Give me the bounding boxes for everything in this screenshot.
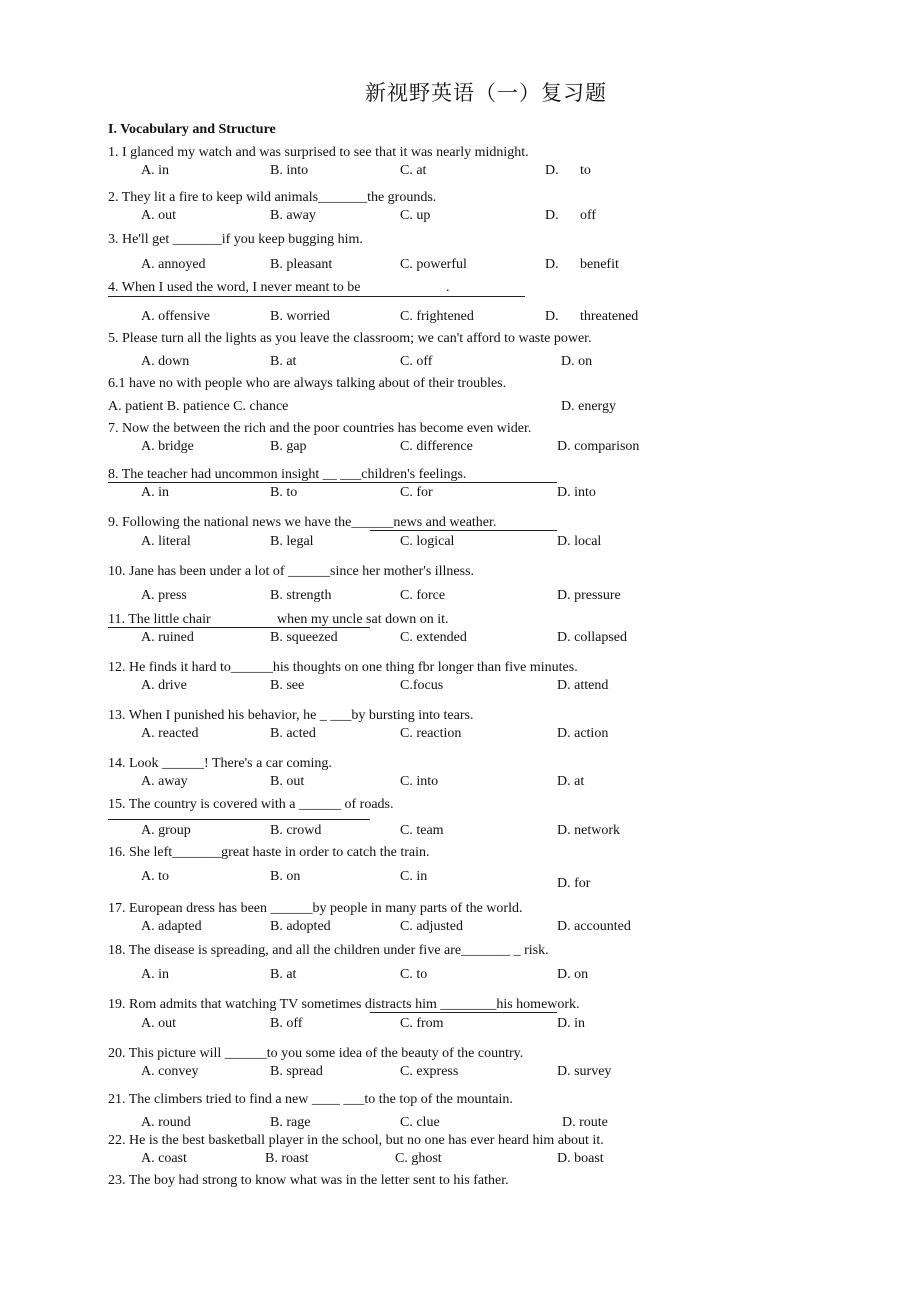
option-a: A. coast <box>141 1151 187 1166</box>
option-a: A. out <box>141 208 176 223</box>
option-b: B. squeezed <box>270 630 338 645</box>
option-a: A. offensive <box>141 309 210 324</box>
question-14: 14. Look ______! There's a car coming. <box>108 756 332 771</box>
option-d: D. collapsed <box>557 630 627 645</box>
option-c: C. express <box>400 1064 459 1079</box>
option-a: A. in <box>141 485 169 500</box>
option-c: C.focus <box>400 678 444 693</box>
option-a: A. ruined <box>141 630 194 645</box>
option-d: D. on <box>557 967 589 982</box>
option-c: C. up <box>400 208 431 223</box>
option-c: C. extended <box>400 630 467 645</box>
option-b: B. gap <box>270 439 307 454</box>
question-5: 5. Please turn all the lights as you leave the classroom; we can't afford to waste power. <box>108 331 592 346</box>
option-d: D. local <box>557 534 602 549</box>
question-13: 13. When I punished his behavior, he _ ___by bursting into tears. <box>108 708 474 723</box>
question-15: 15. The country is covered with a ______ of roads. <box>108 797 394 812</box>
option-b: B. adopted <box>270 919 331 934</box>
option-d-text: benefit <box>580 257 619 272</box>
underline <box>108 296 525 297</box>
option-d: D. accounted <box>557 919 631 934</box>
section-heading: I. Vocabulary and Structure <box>108 122 276 137</box>
option-c: C. frightened <box>400 309 474 324</box>
underline <box>370 1012 557 1013</box>
option-a: A. convey <box>141 1064 199 1079</box>
option-a: A. in <box>141 967 169 982</box>
option-a: A. literal <box>141 534 191 549</box>
option-d: D. energy <box>561 399 616 414</box>
question-8: 8. The teacher had uncommon insight __ ___children's feelings. <box>108 467 467 482</box>
option-c: C. powerful <box>400 257 467 272</box>
option-a: A. bridge <box>141 439 194 454</box>
option-b: B. at <box>270 354 297 369</box>
question-11: 11. The little chair <box>108 612 211 627</box>
option-d: D. <box>545 257 559 272</box>
option-d: D. for <box>557 876 591 891</box>
option-b: B. roast <box>265 1151 309 1166</box>
page-title: 新视野英语（一）复习题 <box>365 81 607 105</box>
option-d: D. survey <box>557 1064 612 1079</box>
question-4: 4. When I used the word, I never meant to be <box>108 280 361 295</box>
option-c: C. from <box>400 1016 444 1031</box>
option-d: D. on <box>561 354 593 369</box>
option-c: C. logical <box>400 534 455 549</box>
question-23: 23. The boy had strong to know what was in the letter sent to his father. <box>108 1173 509 1188</box>
question-21: 21. The climbers tried to find a new ____ ___to the top of the mountain. <box>108 1092 513 1107</box>
option-c: C. adjusted <box>400 919 463 934</box>
question-22: 22. He is the best basketball player in the school, but no one has ever heard him about it. <box>108 1133 604 1148</box>
underline <box>370 530 557 531</box>
option-d: D. <box>545 309 559 324</box>
option-d: D. <box>545 208 559 223</box>
option-b: B. off <box>270 1016 303 1031</box>
question-1: 1. I glanced my watch and was surprised to see that it was nearly midnight. <box>108 145 529 160</box>
option-a: A. to <box>141 869 169 884</box>
question-7: 7. Now the between the rich and the poor countries has become even wider. <box>108 421 532 436</box>
option-b: B. away <box>270 208 316 223</box>
option-b: B. spread <box>270 1064 323 1079</box>
option-a: A. reacted <box>141 726 199 741</box>
option-a: A. down <box>141 354 190 369</box>
option-a: A. away <box>141 774 188 789</box>
question-6: 6.1 have no with people who are always talking about of their troubles. <box>108 376 507 391</box>
option-d-text: threatened <box>580 309 639 324</box>
question-10: 10. Jane has been under a lot of ______since her mother's illness. <box>108 564 475 579</box>
option-c: C. clue <box>400 1115 440 1130</box>
option-d-text: to <box>580 163 591 178</box>
option-b: B. on <box>270 869 301 884</box>
option-d: D. comparison <box>557 439 640 454</box>
option-d: D. in <box>557 1016 585 1031</box>
option-c: C. off <box>400 354 433 369</box>
option-d: D. route <box>562 1115 608 1130</box>
underline <box>108 482 557 483</box>
option-c: C. team <box>400 823 444 838</box>
option-d: D. attend <box>557 678 609 693</box>
question-18: 18. The disease is spreading, and all the children under five are_______ _ risk. <box>108 943 549 958</box>
option-b: B. legal <box>270 534 314 549</box>
option-a: A. round <box>141 1115 191 1130</box>
option-c: C. into <box>400 774 439 789</box>
question-17: 17. European dress has been ______by people in many parts of the world. <box>108 901 523 916</box>
option-d: D. into <box>557 485 596 500</box>
option-d: D. at <box>557 774 585 789</box>
option-d: D. boast <box>557 1151 604 1166</box>
option-d-text: off <box>580 208 597 223</box>
option-d: D. network <box>557 823 620 838</box>
option-b: B. strength <box>270 588 332 603</box>
option-d: D. <box>545 163 559 178</box>
option-c: C. force <box>400 588 446 603</box>
question-20: 20. This picture will ______to you some idea of the beauty of the country. <box>108 1046 524 1061</box>
option-c: C. difference <box>400 439 473 454</box>
question-3: 3. He'll get _______if you keep bugging him. <box>108 232 363 247</box>
option-c: C. ghost <box>395 1151 442 1166</box>
question-19: 19. Rom admits that watching TV sometimes distracts him ________his homework. <box>108 997 580 1012</box>
question-9: 9. Following the national news we have the______news and weather. <box>108 515 497 530</box>
option-c: C. reaction <box>400 726 462 741</box>
option-b: B. to <box>270 485 298 500</box>
option-a: A. drive <box>141 678 187 693</box>
option-b: B. at <box>270 967 297 982</box>
option-a: A. press <box>141 588 187 603</box>
option-b: B. pleasant <box>270 257 333 272</box>
option-b: B. into <box>270 163 309 178</box>
underline <box>108 819 370 820</box>
question-4-end: . <box>446 280 450 295</box>
option-d: D. action <box>557 726 609 741</box>
option-c: C. for <box>400 485 433 500</box>
option-b: B. acted <box>270 726 316 741</box>
question-2: 2. They lit a fire to keep wild animals_______the grounds. <box>108 190 437 205</box>
option-b: B. crowd <box>270 823 322 838</box>
option-a: A. in <box>141 163 169 178</box>
question-16: 16. She left_______great haste in order to catch the train. <box>108 845 430 860</box>
option-b: B. out <box>270 774 305 789</box>
option-a: A. annoyed <box>141 257 206 272</box>
options-abc: A. patient B. patience C. chance <box>108 399 289 414</box>
option-c: C. to <box>400 967 428 982</box>
option-c: C. at <box>400 163 427 178</box>
option-d: D. pressure <box>557 588 621 603</box>
option-b: B. rage <box>270 1115 311 1130</box>
option-a: A. out <box>141 1016 176 1031</box>
option-b: B. see <box>270 678 305 693</box>
option-c: C. in <box>400 869 428 884</box>
option-a: A. adapted <box>141 919 202 934</box>
option-b: B. worried <box>270 309 330 324</box>
question-11-end: when my uncle sat down on it. <box>277 612 449 627</box>
question-12: 12. He finds it hard to______his thoughts on one thing fbr longer than five minutes. <box>108 660 578 675</box>
option-a: A. group <box>141 823 191 838</box>
